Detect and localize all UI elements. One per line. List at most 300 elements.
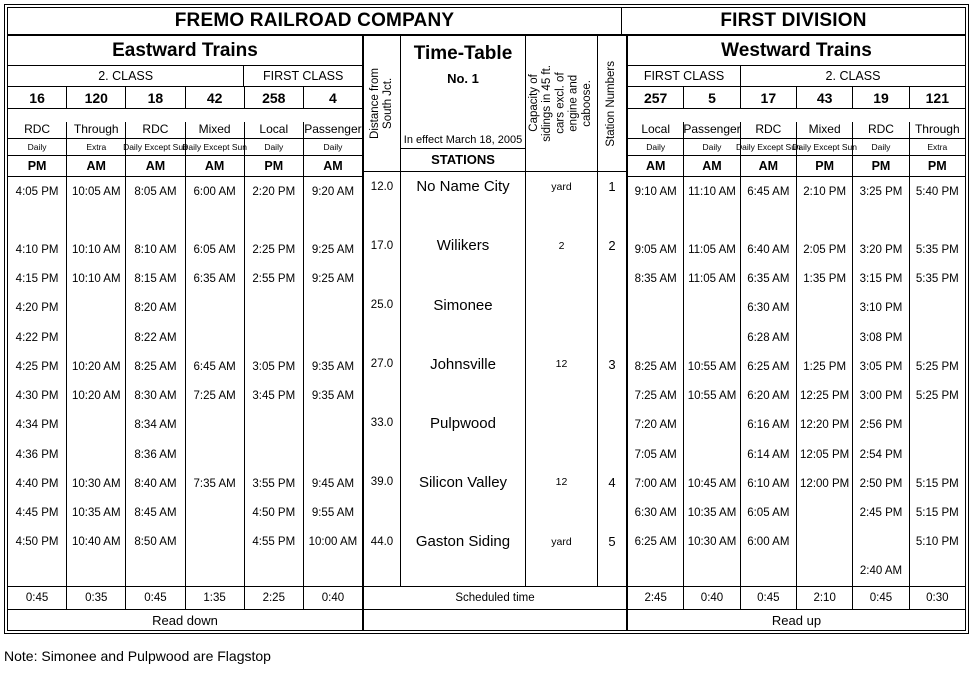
station-capacity: 2	[558, 239, 565, 252]
station-distance-block	[364, 231, 400, 290]
capacity-header-cell	[526, 36, 598, 172]
westward-train-type-row	[628, 109, 965, 139]
eastward-station-times	[8, 352, 66, 410]
eastward-time-column	[8, 177, 67, 586]
eastward-time-column	[304, 177, 362, 586]
eastward-station-times	[126, 528, 184, 586]
westward-meridiem: PM	[853, 156, 909, 176]
westward-station-times	[684, 352, 739, 410]
station-number-block	[598, 468, 626, 527]
westward-time-cell	[797, 498, 852, 527]
eastward-train-type: Mixed	[186, 122, 245, 138]
westward-scheduled-time: 0:30	[926, 592, 949, 604]
westward-section	[628, 36, 965, 630]
eastward-time-cell	[245, 323, 303, 352]
station-name: Wilikers	[436, 237, 490, 255]
eastward-train-type: Local	[245, 122, 304, 138]
eastward-time-column	[67, 177, 126, 586]
timetable-body	[8, 36, 965, 630]
westward-time-cell	[628, 294, 683, 323]
westward-time-cell: 12:20 PM	[800, 419, 850, 432]
eastward-time-cell	[304, 411, 362, 440]
station-number-column	[598, 172, 626, 586]
station-name-spacer	[401, 497, 525, 527]
station-distance-spacer	[364, 320, 400, 350]
eastward-scheduled-time: 2:25	[245, 587, 304, 609]
eastward-time-cell	[245, 440, 303, 469]
eastward-time-cell: 10:20 AM	[71, 360, 121, 373]
eastward-time-cell: 4:30 PM	[15, 390, 59, 403]
westward-time-cell	[797, 528, 852, 557]
distance-header-label: Distance from South Jct.	[368, 68, 394, 139]
station-name-spacer	[401, 438, 525, 468]
station-distance-block	[364, 468, 400, 527]
eastward-train-frequency: Daily Except Sun	[126, 139, 185, 155]
westward-time-cell: 6:25 AM	[634, 536, 677, 549]
westward-scheduled-time: 0:40	[684, 587, 740, 609]
eastward-station-times	[126, 235, 184, 293]
eastward-time-cell	[67, 557, 125, 586]
eastward-time-cell: 10:30 AM	[71, 477, 121, 490]
eastward-time-cell: 10:40 AM	[71, 536, 121, 549]
station-number-spacer	[598, 261, 626, 291]
westward-station-times	[910, 294, 965, 352]
timetable-name: Time-Table	[413, 43, 513, 64]
eastward-time-cell: 4:15 PM	[15, 273, 59, 286]
westward-time-cell: 5:40 PM	[915, 185, 959, 198]
eastward-time-cell: 4:55 PM	[252, 536, 296, 549]
westward-station-times	[628, 469, 683, 527]
eastward-station-times	[245, 411, 303, 469]
westward-time-cell	[684, 323, 739, 352]
station-distance: 25.0	[370, 299, 394, 312]
eastward-scheduled-time: 0:45	[8, 587, 67, 609]
westward-station-times	[741, 177, 796, 235]
westward-station-times	[684, 294, 739, 352]
eastward-time-cell: 8:20 AM	[134, 302, 177, 315]
eastward-section	[8, 36, 362, 630]
westward-train-number: 43	[797, 87, 853, 108]
eastward-station-times	[245, 352, 303, 410]
eastward-station-times	[8, 528, 66, 586]
westward-time-cell: 3:05 PM	[859, 360, 903, 373]
station-name-spacer	[401, 320, 525, 350]
flagstop-note: Note: Simonee and Pulpwood are Flagstop	[4, 648, 271, 664]
westward-time-column	[853, 177, 909, 586]
eastward-time-cell: 2:25 PM	[252, 244, 296, 257]
eastward-station-times	[304, 352, 362, 410]
westward-station-times	[628, 528, 683, 586]
westward-time-cell: 12:05 PM	[800, 448, 850, 461]
eastward-time-cell	[304, 206, 362, 235]
westward-time-cell: 10:55 AM	[687, 390, 737, 403]
eastward-meridiem: AM	[323, 159, 343, 173]
eastward-time-cell: 8:05 AM	[134, 185, 177, 198]
westward-time-cell	[910, 411, 965, 440]
westward-read-row	[628, 610, 965, 630]
eastward-time-cell: 10:35 AM	[71, 506, 121, 519]
eastward-time-cell: 4:05 PM	[15, 185, 59, 198]
station-number-block	[598, 349, 626, 408]
center-header	[364, 36, 626, 172]
station-name-spacer	[401, 261, 525, 291]
westward-time-cell	[797, 294, 852, 323]
westward-train-type: RDC	[741, 122, 797, 138]
station-capacity-spacer	[526, 202, 597, 232]
read-up-label: Read up	[771, 612, 822, 628]
westward-train-type: Through	[914, 122, 960, 136]
station-number: 1	[608, 179, 616, 195]
eastward-time-cell	[245, 206, 303, 235]
eastward-time-cell	[186, 294, 244, 323]
westward-train-number: 257	[628, 87, 684, 108]
eastward-time-cell	[245, 294, 303, 323]
westward-time-column	[910, 177, 965, 586]
eastward-scheduled-time: 1:35	[186, 587, 245, 609]
eastward-train-number: 258	[245, 87, 304, 108]
eastward-train-type: Through	[67, 122, 126, 138]
westward-time-cell: 2:50 PM	[859, 477, 903, 490]
westward-station-times	[741, 352, 796, 410]
westward-train-frequency: Daily	[628, 139, 684, 155]
station-number: 2	[608, 238, 616, 254]
station-distance-block	[364, 290, 400, 349]
westward-time-cell: 5:10 PM	[915, 536, 959, 549]
timetable-outer-border	[4, 4, 969, 634]
station-number-block	[598, 290, 626, 349]
westward-train-type: RDC	[853, 122, 909, 138]
eastward-time-cell: 10:05 AM	[71, 185, 121, 198]
eastward-station-times	[186, 352, 244, 410]
division-title: FIRST DIVISION	[720, 10, 867, 31]
westward-class-row	[628, 66, 965, 87]
eastward-time-cell	[304, 557, 362, 586]
eastward-time-cell: 4:20 PM	[15, 302, 59, 315]
westward-time-cell: 10:30 AM	[687, 536, 737, 549]
station-name-block	[401, 409, 525, 468]
eastward-train-number: 18	[126, 87, 185, 108]
eastward-meridiem: PM	[245, 156, 304, 176]
station-name-block	[401, 231, 525, 290]
westward-time-cell: 1:25 PM	[803, 360, 847, 373]
westward-time-cell: 5:35 PM	[915, 244, 959, 257]
westward-time-cell: 5:15 PM	[915, 506, 959, 519]
westward-time-cell: 6:00 AM	[747, 536, 790, 549]
westward-time-cell: 2:56 PM	[859, 419, 903, 432]
eastward-time-cell	[304, 440, 362, 469]
eastward-station-times	[186, 235, 244, 293]
eastward-time-cell: 4:50 PM	[252, 506, 296, 519]
westward-time-cell	[853, 206, 908, 235]
westward-time-cell	[684, 411, 739, 440]
station-name: Johnsville	[430, 355, 496, 373]
station-capacity-block	[526, 527, 597, 586]
westward-time-cell	[628, 323, 683, 352]
westward-station-times	[741, 469, 796, 527]
station-number: 3	[608, 356, 616, 372]
westward-train-frequency: Daily Except Sun	[797, 139, 853, 155]
station-distance: 17.0	[370, 239, 394, 252]
westward-meridiem: AM	[684, 156, 740, 176]
westward-station-times	[797, 294, 852, 352]
eastward-time-cell	[186, 411, 244, 440]
westward-time-cell	[910, 557, 965, 586]
eastward-time-cell: 9:55 AM	[311, 506, 355, 519]
eastward-time-cell: 10:10 AM	[71, 273, 121, 286]
eastward-time-cell	[67, 206, 125, 235]
westward-meridiem: PM	[927, 159, 947, 173]
westward-station-times	[628, 177, 683, 235]
westward-time-cell: 3:15 PM	[859, 273, 903, 286]
eastward-station-times	[186, 469, 244, 527]
eastward-time-cell: 10:00 AM	[308, 536, 358, 549]
westward-time-cell: 6:14 AM	[747, 448, 790, 461]
station-distance-block	[364, 172, 400, 231]
westward-station-times	[910, 411, 965, 469]
eastward-data-area	[8, 177, 362, 630]
westward-station-times	[853, 469, 908, 527]
station-distance-block	[364, 409, 400, 468]
eastward-train-frequency: Daily	[323, 142, 343, 152]
eastward-class-group: 2. CLASS	[8, 66, 244, 86]
westward-meridiem: AM	[628, 156, 684, 176]
eastward-time-cell: 8:25 AM	[134, 360, 177, 373]
westward-time-cell: 6:25 AM	[747, 360, 790, 373]
station-capacity	[526, 290, 597, 320]
westward-time-cell: 6:45 AM	[747, 185, 790, 198]
eastward-meridiem-row	[8, 156, 362, 177]
westward-station-times	[910, 528, 965, 586]
eastward-frequency-row	[8, 139, 362, 156]
westward-station-times	[797, 528, 852, 586]
eastward-read-row	[8, 610, 362, 630]
eastward-time-cell: 7:25 AM	[193, 390, 236, 403]
westward-time-cell: 2:10 PM	[803, 185, 847, 198]
scheduled-time-label-cell: Scheduled time	[364, 586, 626, 610]
station-distance-spacer	[364, 202, 400, 232]
eastward-station-times	[304, 469, 362, 527]
westward-time-cell: 3:08 PM	[859, 331, 903, 344]
westward-time-cell: 11:05 AM	[688, 273, 736, 286]
westward-time-cell: 6:30 AM	[634, 506, 677, 519]
station-capacity-block	[526, 468, 597, 527]
eastward-train-number: 16	[8, 87, 67, 108]
eastward-scheduled-row	[8, 586, 362, 610]
westward-station-times	[628, 235, 683, 293]
westward-time-cell: 10:55 AM	[687, 360, 737, 373]
eastward-train-number: 4	[329, 89, 337, 106]
eastward-time-cell	[67, 323, 125, 352]
eastward-meridiem: PM	[8, 156, 67, 176]
westward-scheduled-row	[628, 586, 965, 610]
westward-time-cell	[684, 557, 739, 586]
eastward-time-cell: 4:45 PM	[15, 506, 59, 519]
westward-time-cell: 7:20 AM	[634, 419, 677, 432]
timetable-number: No. 1	[447, 71, 479, 86]
eastward-time-cell	[67, 294, 125, 323]
westward-train-frequency: Daily Except Sun	[741, 139, 797, 155]
station-numbers-header-label: Station Numbers	[605, 60, 618, 147]
timetable-title-cell	[401, 36, 526, 172]
eastward-station-times	[126, 177, 184, 235]
westward-station-times	[853, 411, 908, 469]
distance-header-cell	[364, 36, 401, 172]
westward-station-times	[853, 235, 908, 293]
westward-time-cell	[797, 323, 852, 352]
station-number-block	[598, 172, 626, 231]
eastward-scheduled-time: 0:35	[67, 587, 126, 609]
station-name: Silicon Valley	[418, 473, 508, 491]
eastward-station-times	[126, 469, 184, 527]
center-data-area	[364, 172, 626, 586]
station-distance-spacer	[364, 438, 400, 468]
eastward-train-frequency: Extra	[67, 139, 126, 155]
westward-time-cell	[741, 206, 796, 235]
eastward-time-cell: 6:05 AM	[193, 244, 236, 257]
westward-station-times	[684, 528, 739, 586]
eastward-time-cell: 9:45 AM	[311, 477, 355, 490]
eastward-station-times	[186, 528, 244, 586]
company-title: FREMO RAILROAD COMPANY	[8, 8, 622, 34]
eastward-time-cell	[8, 557, 66, 586]
eastward-time-cell: 9:25 AM	[311, 273, 355, 286]
westward-time-cell: 9:05 AM	[634, 244, 677, 257]
eastward-time-column	[186, 177, 245, 586]
station-name: Simonee	[433, 296, 493, 314]
eastward-time-cell: 2:55 PM	[252, 273, 296, 286]
station-distance: 33.0	[370, 417, 394, 430]
eastward-time-cell: 8:36 AM	[134, 448, 177, 461]
westward-station-times	[853, 528, 908, 586]
station-name-block	[401, 290, 525, 349]
westward-station-times	[628, 352, 683, 410]
eastward-station-times	[126, 411, 184, 469]
eastward-train-frequency: Daily Except Sun	[186, 139, 245, 155]
westward-station-times	[741, 528, 796, 586]
westward-time-cell: 8:35 AM	[634, 273, 677, 286]
station-name-spacer	[401, 202, 525, 232]
eastward-time-cell: 10:20 AM	[71, 390, 121, 403]
westward-class-group: FIRST CLASS	[628, 66, 741, 86]
westward-time-cell: 6:35 AM	[747, 273, 790, 286]
westward-time-cell	[910, 206, 965, 235]
westward-time-cell: 12:00 PM	[800, 477, 850, 490]
eastward-time-columns	[8, 177, 362, 586]
eastward-station-times	[67, 177, 125, 235]
eastward-meridiem: AM	[126, 156, 185, 176]
eastward-station-times	[186, 411, 244, 469]
westward-train-type: Mixed	[797, 122, 853, 138]
westward-scheduled-time: 0:45	[741, 587, 797, 609]
westward-time-cell	[684, 294, 739, 323]
westward-frequency-row	[628, 139, 965, 156]
eastward-time-cell: 9:35 AM	[311, 360, 355, 373]
eastward-time-cell: 2:20 PM	[252, 185, 296, 198]
center-read-filler	[364, 610, 626, 630]
station-capacity: 12	[555, 476, 568, 489]
stations-header: STATIONS	[401, 149, 525, 172]
westward-time-cell	[910, 294, 965, 323]
westward-time-column	[684, 177, 740, 586]
station-number: 5	[608, 534, 616, 550]
westward-time-cell: 10:35 AM	[687, 506, 737, 519]
westward-station-times	[797, 235, 852, 293]
eastward-station-times	[304, 235, 362, 293]
eastward-time-cell: 9:25 AM	[311, 244, 355, 257]
westward-time-cell: 2:05 PM	[803, 244, 847, 257]
eastward-time-cell	[186, 323, 244, 352]
station-number-spacer	[598, 320, 626, 350]
westward-time-cell: 7:05 AM	[634, 448, 677, 461]
eastward-time-cell: 4:22 PM	[15, 331, 59, 344]
eastward-train-number-row	[8, 87, 362, 109]
timetable-effective-date: In effect March 18, 2005	[401, 134, 525, 149]
eastward-time-cell	[67, 440, 125, 469]
westward-time-cell: 6:05 AM	[747, 506, 790, 519]
westward-station-times	[741, 411, 796, 469]
station-capacity-spacer	[526, 497, 597, 527]
westward-time-cell: 3:00 PM	[859, 390, 903, 403]
station-name-block	[401, 527, 525, 586]
eastward-train-type: RDC	[8, 122, 67, 138]
eastward-station-times	[8, 411, 66, 469]
eastward-station-times	[304, 177, 362, 235]
station-number-spacer	[598, 497, 626, 527]
eastward-train-type: Passenger	[304, 122, 362, 136]
westward-station-times	[628, 294, 683, 352]
westward-station-times	[684, 469, 739, 527]
westward-station-times	[910, 235, 965, 293]
station-capacity-block	[526, 231, 597, 290]
eastward-time-cell	[245, 411, 303, 440]
westward-train-number: 5	[684, 87, 740, 108]
westward-time-cell: 6:16 AM	[747, 419, 790, 432]
eastward-time-cell: 4:10 PM	[15, 244, 59, 257]
westward-time-cell	[628, 557, 683, 586]
station-number-spacer	[598, 556, 626, 586]
eastward-train-frequency: Daily	[8, 139, 67, 155]
station-capacity-block	[526, 172, 597, 231]
station-number-block	[598, 409, 626, 468]
station-name-block	[401, 468, 525, 527]
station-capacity-spacer	[526, 438, 597, 468]
westward-data-area	[628, 177, 965, 630]
eastward-train-type: RDC	[126, 122, 185, 138]
westward-time-cell: 3:25 PM	[859, 185, 903, 198]
eastward-station-times	[8, 177, 66, 235]
station-capacity: yard	[551, 180, 572, 193]
eastward-station-times	[245, 528, 303, 586]
station-number	[598, 290, 626, 320]
eastward-time-cell	[126, 206, 184, 235]
westward-time-cell	[628, 206, 683, 235]
eastward-scheduled-time: 0:45	[126, 587, 185, 609]
westward-station-times	[853, 177, 908, 235]
eastward-time-cell	[8, 206, 66, 235]
station-number: 4	[608, 474, 616, 490]
westward-station-times	[684, 411, 739, 469]
station-distance-spacer	[364, 497, 400, 527]
westward-station-times	[684, 235, 739, 293]
westward-time-column	[628, 177, 684, 586]
eastward-time-cell: 3:05 PM	[252, 360, 296, 373]
westward-time-cell: 12:25 PM	[800, 390, 850, 403]
westward-time-cell: 6:40 AM	[747, 244, 790, 257]
read-down-label: Read down	[152, 612, 218, 628]
eastward-station-times	[186, 177, 244, 235]
station-distance: 44.0	[370, 535, 394, 548]
timetable-table	[7, 7, 966, 631]
